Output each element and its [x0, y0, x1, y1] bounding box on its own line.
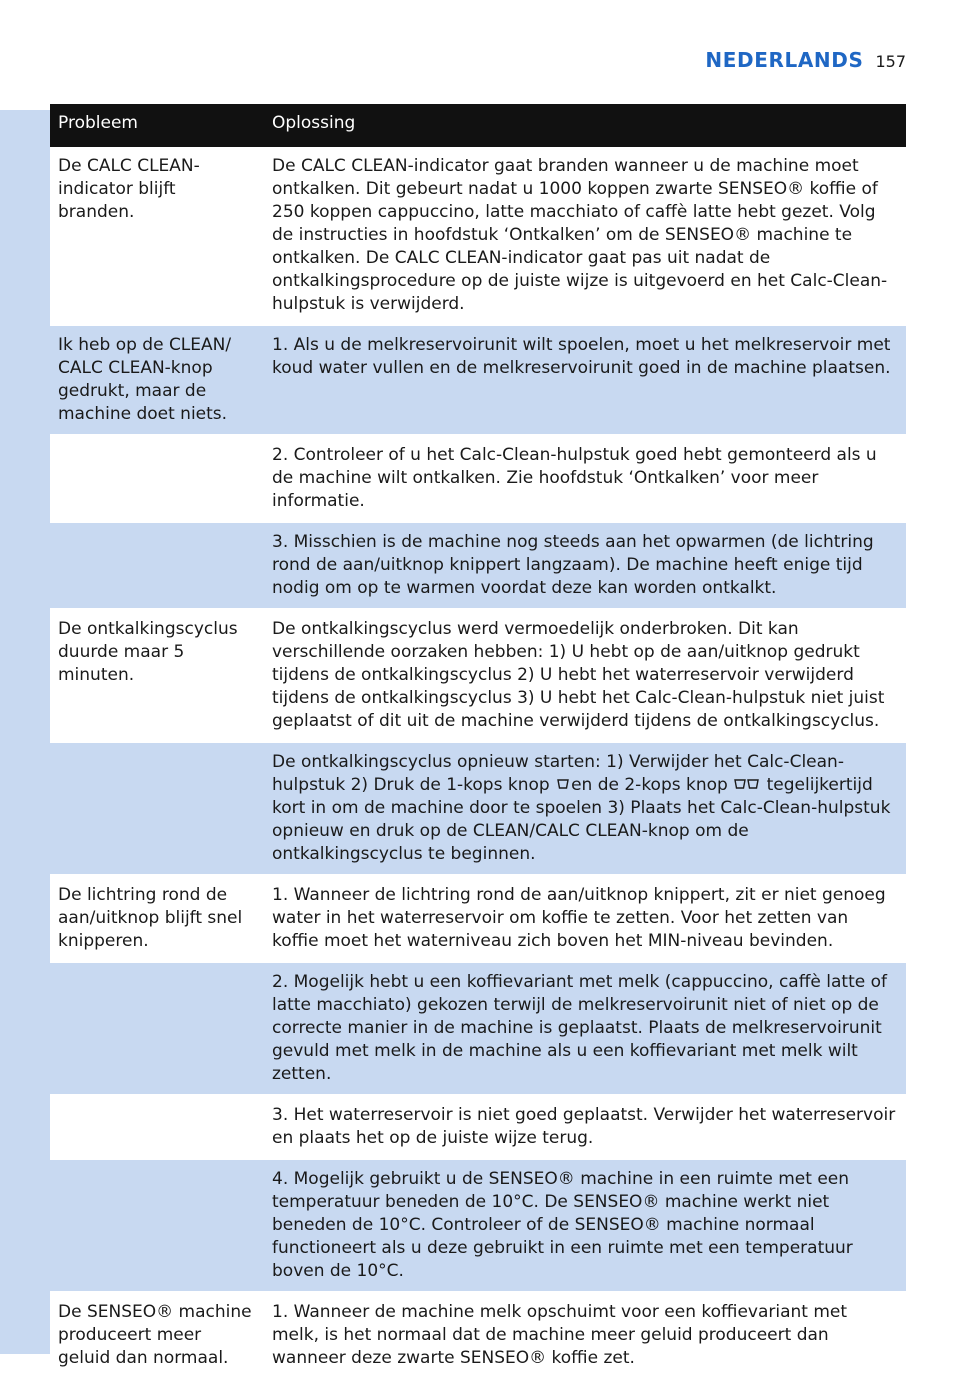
- troubleshooting-table: [50, 104, 906, 1380]
- page-number: 157: [875, 52, 906, 71]
- problem-cell: De lichtring rond de aan/uitknop blijft snel knipperen.: [50, 875, 264, 962]
- solution-cell: 1. Als u de melkreservoirunit wilt spoelen, moet u het melkreservoir met koud water vullen en de melkreservoirunit goed in de machine plaatsen.: [264, 325, 906, 435]
- solution-cell: De CALC CLEAN-indicator gaat branden wanneer u de machine moet ontkalken. Dit gebeurt nadat u 1000 koppen zwarte SENSEO® koffie of 250 koppen cappuccino, latte macchiato of caffè latte hebt gezet. Volg de instructies in hoofdstuk ‘Ontkalken’ om de SENSEO® machine te ontkalken. De CALC CLEAN-indicator gaat pas uit nadat de ontkalkingsprocedure op de juiste wijze is uitgevoerd en het Calc-Clean-hulpstuk is verwijderd.: [264, 147, 906, 325]
- solution-cell: 3. Het waterreservoir is niet goed geplaatst. Verwijder het waterreservoir en plaats het op de juiste wijze terug.: [264, 1095, 906, 1159]
- problem-cell: [50, 435, 264, 522]
- problem-cell: Ik heb op de CLEAN/ CALC CLEAN-knop gedrukt, maar de machine doet niets.: [50, 325, 264, 435]
- page-header: [705, 48, 906, 72]
- problem-cell: [50, 962, 264, 1095]
- table-header-row: [50, 104, 906, 147]
- table-row: [50, 962, 906, 1095]
- solution-cell: 2. Controleer of u het Calc-Clean-hulpstuk goed hebt gemonteerd als u de machine wilt ontkalken. Zie hoofdstuk ‘Ontkalken’ voor meer informatie.: [264, 435, 906, 522]
- table-row: [50, 522, 906, 609]
- table-row: [50, 435, 906, 522]
- table-row: [50, 609, 906, 742]
- table-row: [50, 1159, 906, 1292]
- solution-text-part: De ontkalkingscyclus opnieuw starten: 1) Verwijder het Calc-Clean-hulpstuk 2) Druk de 1-kops knop: [272, 752, 844, 795]
- solution-cell: 3. Misschien is de machine nog steeds aan het opwarmen (de lichtring rond de aan/uitknop knippert langzaam). De machine heeft enige tijd nodig om op te warmen voordat deze kan worden ontkalkt.: [264, 522, 906, 609]
- solution-text-part: tegelijkertijd kort in om de machine door te spoelen 3) Plaats het Calc-Clean-hulpstuk opnieuw en druk op de CLEAN/CALC CLEAN-knop om de ontkalkingscyclus te beginnen.: [272, 775, 891, 864]
- solution-cell: 2. Mogelijk hebt u een koffievariant met melk (cappuccino, caffè latte of latte macchiato) gekozen terwijl de melkreservoirunit niet of niet op de correcte manier in de machine is geplaatst. Plaats de melkreservoirunit gevuld met melk in de machine als u een koffievariant met melk wilt zetten.: [264, 962, 906, 1095]
- solution-cell: De ontkalkingscyclus werd vermoedelijk onderbroken. Dit kan verschillende oorzaken hebben: 1) U hebt op de aan/uitknop gedrukt tijdens de ontkalkingscyclus 2) U hebt het waterreservoir verwijderd tijdens de ontkalkingscyclus 3) U hebt het Calc-Clean-hulpstuk niet juist geplaatst of dit uit de machine verwijderd tijdens de ontkalkingscyclus.: [264, 609, 906, 742]
- column-header-problem: Probleem: [50, 104, 264, 147]
- table-row: [50, 325, 906, 435]
- problem-cell: [50, 1159, 264, 1292]
- table-row: [50, 1292, 906, 1379]
- table-row: [50, 147, 906, 325]
- problem-cell: De ontkalkingscyclus duurde maar 5 minuten.: [50, 609, 264, 742]
- solution-cell: 4. Mogelijk gebruikt u de SENSEO® machine in een ruimte met een temperatuur beneden de 10°C. De SENSEO® machine werkt niet beneden de 10°C. Controleer of de SENSEO® machine normaal functioneert als u deze gebruikt in een ruimte met een temperatuur boven de 10°C.: [264, 1159, 906, 1292]
- solution-cell: 1. Wanneer de machine melk opschuimt voor een koffievariant met melk, is het normaal dat de machine meer geluid produceert dan wanneer deze zwarte SENSEO® koffie zet.: [264, 1292, 906, 1379]
- problem-cell: [50, 742, 264, 875]
- problem-cell: [50, 1095, 264, 1159]
- problem-cell: De CALC CLEAN-indicator blijft branden.: [50, 147, 264, 325]
- problem-cell: De SENSEO® machine produceert meer geluid dan normaal.: [50, 1292, 264, 1379]
- column-header-solution: Oplossing: [264, 104, 906, 147]
- table-row: [50, 1095, 906, 1159]
- one-cup-icon: [556, 777, 570, 794]
- two-cup-icon: [734, 777, 760, 794]
- table-row: [50, 742, 906, 875]
- solution-text-part: en de 2-kops knop: [571, 775, 734, 795]
- problem-cell: [50, 522, 264, 609]
- table-row: [50, 875, 906, 962]
- language-heading: NEDERLANDS: [705, 48, 864, 72]
- solution-cell: [264, 742, 906, 875]
- solution-cell: 1. Wanneer de lichtring rond de aan/uitknop knippert, zit er niet genoeg water in het waterreservoir om koffie te zetten. Voor het zetten van koffie moet het waterniveau zich boven het MIN-niveau bevinden.: [264, 875, 906, 962]
